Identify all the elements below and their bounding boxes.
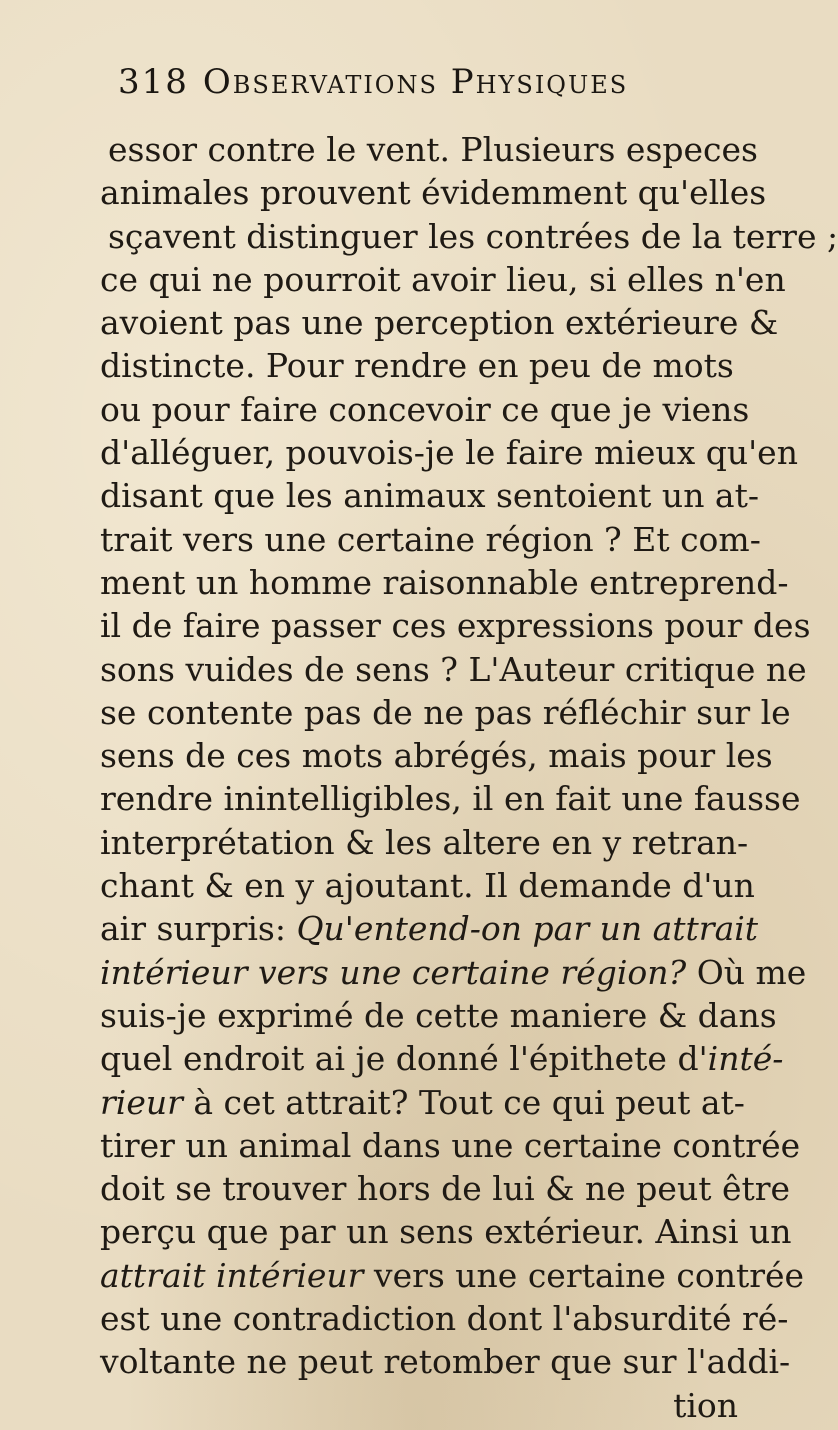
text-line: tirer un animal dans une certaine contrée — [100, 1125, 801, 1165]
text-line: ce qui ne pourroit avoir lieu, si elles n'en — [100, 259, 786, 299]
italic-word: rieur — [100, 1082, 183, 1122]
text-line: voltante ne peut retomber que sur l'addi- — [100, 1342, 791, 1382]
running-title: Observations Physiques — [202, 62, 629, 102]
text-line: perçu que par un sens extérieur. Ainsi un — [100, 1212, 792, 1252]
text-line: ou pour faire concevoir ce que je viens — [100, 389, 750, 429]
text-line: avoient pas une perception extérieure & — [100, 303, 779, 343]
text-line: sens de ces mots abrégés, mais pour les — [100, 736, 773, 776]
text-line: animales prouvent évidemment qu'elles — [100, 173, 767, 213]
text-line: rendre inintelligibles, il en fait une fausse — [100, 779, 801, 819]
text-line: ment un homme raisonnable entreprend- — [100, 562, 789, 602]
text-line — [100, 1081, 790, 1124]
text-line: chant & en y ajoutant. Il demande d'un — [100, 866, 755, 906]
text-line: sçavent distinguer les contrées de la terre ; — [108, 216, 838, 256]
text-line — [100, 907, 790, 950]
text-line — [100, 1037, 790, 1080]
text-line: trait vers une certaine région ? Et com- — [100, 519, 761, 559]
italic-quote: intérieur vers une certaine région? — [100, 952, 687, 992]
running-header — [118, 62, 758, 112]
body-text — [100, 128, 838, 1427]
text-line — [100, 1254, 805, 1297]
text-line: essor contre le vent. Plusieurs especes — [108, 130, 758, 169]
text-line: disant que les animaux sentoient un at- — [100, 476, 760, 516]
text-span: quel endroit ai je donné l'épithete d' — [100, 1039, 708, 1079]
text-line: d'alléguer, pouvois-je le faire mieux qu'en — [100, 433, 798, 473]
text-line: interprétation & les altere en y retran- — [100, 822, 749, 862]
catchword: tion — [673, 1385, 738, 1425]
text-line: suis-je exprimé de cette maniere & dans — [100, 995, 777, 1035]
text-line: il de faire passer ces expressions pour des — [100, 606, 811, 646]
text-line — [100, 951, 807, 994]
text-line: est une contradiction dont l'absurdité ré- — [100, 1299, 789, 1339]
text-line: sons vuides de sens ? L'Auteur critique ne — [100, 649, 807, 689]
page-number: 318 — [118, 62, 189, 102]
text-line: se contente pas de ne pas réfléchir sur le — [100, 692, 791, 732]
text-span: air surpris: — [100, 909, 297, 949]
italic-word: inté- — [707, 1039, 784, 1079]
italic-quote: Qu'entend-on par un attrait — [296, 909, 759, 949]
text-line: doit se trouver hors de lui & ne peut être — [100, 1169, 791, 1209]
text-span: à cet attrait? Tout ce qui peut at- — [182, 1082, 745, 1122]
text-line: distincte. Pour rendre en peu de mots — [100, 346, 734, 386]
text-span: Où me — [686, 952, 807, 992]
italic-phrase: attrait intérieur — [100, 1255, 364, 1295]
text-span: vers une certaine contrée — [363, 1255, 805, 1295]
